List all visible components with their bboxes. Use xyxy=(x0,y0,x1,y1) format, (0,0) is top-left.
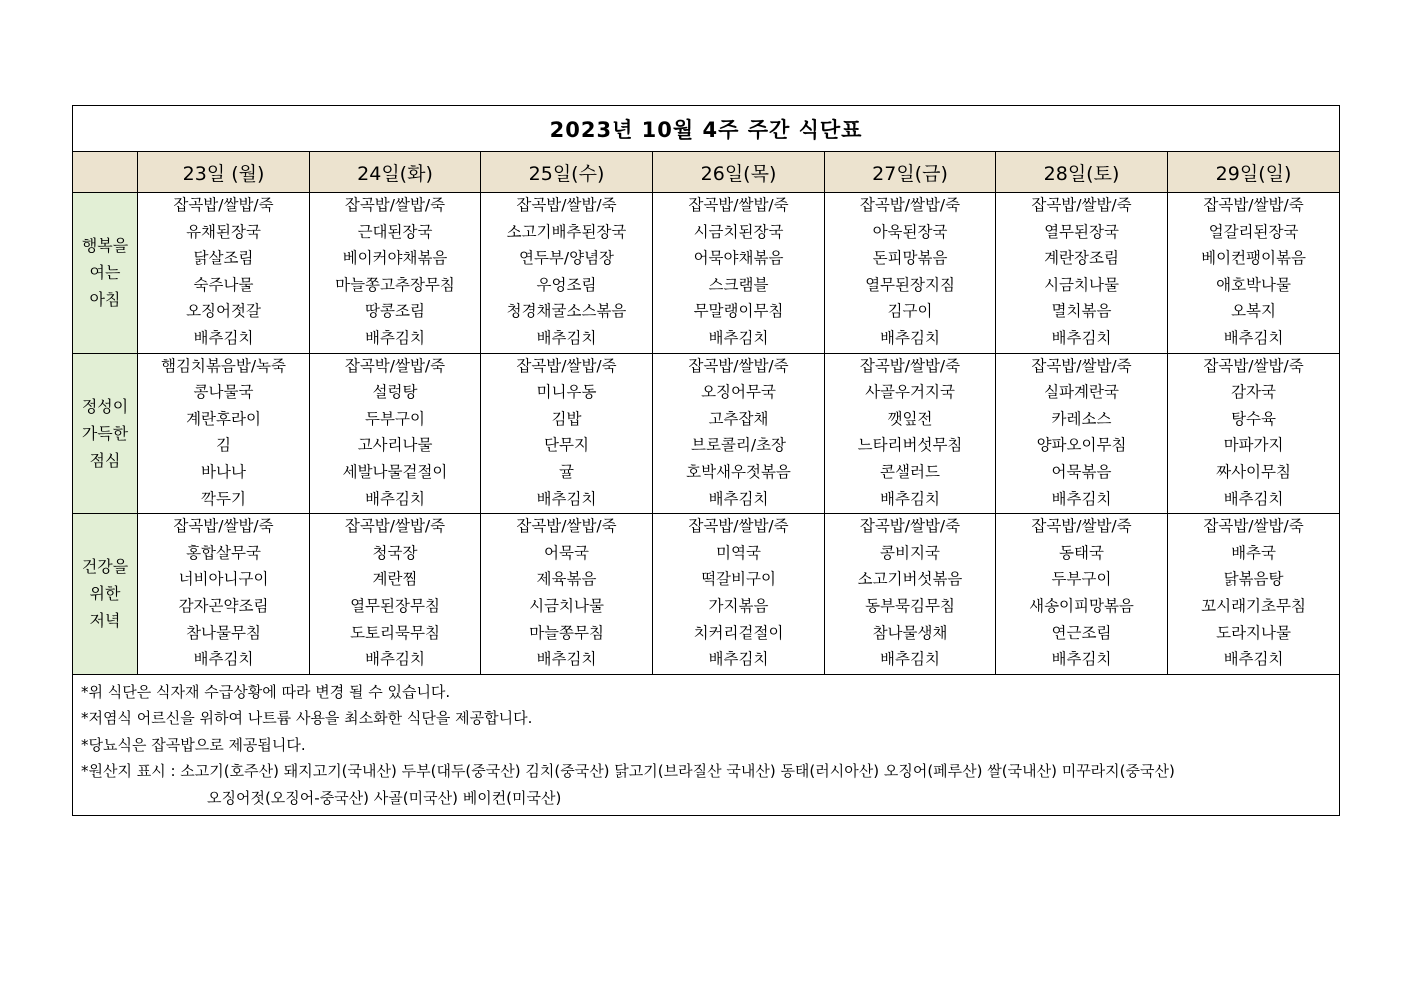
menu-item: 단무지 xyxy=(544,436,589,455)
menu-item: 연두부/양념장 xyxy=(518,249,615,268)
menu-item: 양파오이무침 xyxy=(1036,436,1127,455)
menu-item: 새송이피망볶음 xyxy=(1029,596,1134,615)
day-header: 29일(일) xyxy=(1168,152,1340,193)
menu-item: 깍두기 xyxy=(201,489,246,508)
menu-item: 애호박나물 xyxy=(1216,275,1291,294)
menu-item: 제육볶음 xyxy=(536,570,597,589)
meal-row xyxy=(73,353,1340,514)
menu-item: 느타리버섯무침 xyxy=(857,436,963,455)
menu-item: 두부구이 xyxy=(365,409,425,428)
menu-item: 닭볶음탕 xyxy=(1223,570,1284,589)
note-2: *저염식 어르신을 위하여 나트륨 사용을 최소화한 식단을 제공합니다. xyxy=(81,709,533,728)
menu-item: 세발나물겉절이 xyxy=(342,462,448,481)
menu-item: 열무된장무침 xyxy=(350,596,440,615)
weekly-menu-table xyxy=(72,105,1340,816)
meal-label xyxy=(73,514,138,675)
menu-item: 계란찜 xyxy=(372,570,418,589)
menu-cell xyxy=(138,353,310,514)
menu-item: 어묵국 xyxy=(544,543,589,562)
day-header: 26일(목) xyxy=(653,152,825,193)
menu-item: 잡곡밥/쌀밥/죽 xyxy=(1031,356,1132,375)
menu-item: 배추국 xyxy=(1231,543,1276,562)
meal-label-line: 점심 xyxy=(89,450,121,470)
meal-label xyxy=(73,193,138,354)
meal-row xyxy=(73,514,1340,675)
note-origin-continued: 오징어젓(오징어-중국산) 사골(미국산) 베이컨(미국산) xyxy=(207,788,562,807)
menu-item: 청국장 xyxy=(372,543,418,562)
menu-cell xyxy=(653,353,825,514)
menu-item: 설렁탕 xyxy=(372,383,418,402)
menu-item: 바나나 xyxy=(201,462,246,481)
meal-label-line: 행복을 xyxy=(81,236,129,256)
meal-label-line: 위한 xyxy=(89,584,121,604)
menu-item: 오징어젓갈 xyxy=(186,302,261,321)
menu-item: 고추잡채 xyxy=(708,409,769,428)
menu-item: 배추김치 xyxy=(365,650,425,669)
menu-cell xyxy=(825,193,996,354)
menu-item: 탕수육 xyxy=(1231,409,1276,428)
menu-item: 귤 xyxy=(559,462,574,481)
menu-item: 동부묵김무침 xyxy=(865,596,955,615)
menu-cell xyxy=(653,514,825,675)
menu-item: 배추김치 xyxy=(1223,489,1284,508)
note-3: *당뇨식은 잡곡밥으로 제공됩니다. xyxy=(81,735,306,754)
meal-label-line: 가득한 xyxy=(81,423,129,443)
menu-item: 잡곡밥/쌀밥/죽 xyxy=(1031,196,1132,214)
menu-item: 잡곡밥/쌀밥/죽 xyxy=(173,517,274,536)
menu-item: 너비아니구이 xyxy=(178,570,269,589)
menu-item: 시금치된장국 xyxy=(693,222,784,241)
menu-item: 오복지 xyxy=(1231,302,1276,321)
menu-item: 잡곡밥/쌀밥/죽 xyxy=(688,196,789,214)
menu-item: 꼬시래기초무침 xyxy=(1201,596,1306,615)
menu-item: 배추김치 xyxy=(1223,650,1284,669)
day-header: 23일 (월) xyxy=(138,152,310,193)
menu-item: 잡곡밥/쌀밥/죽 xyxy=(1031,517,1132,536)
meal-label-line: 저녁 xyxy=(89,611,121,631)
menu-item: 잡곡밥/쌀밥/죽 xyxy=(859,517,961,536)
menu-cell xyxy=(1168,353,1340,514)
menu-title: 2023년 10월 4주 주간 식단표 xyxy=(73,106,1340,152)
menu-item: 김구이 xyxy=(887,302,933,321)
menu-item: 잡곡밥/쌀밥/죽 xyxy=(688,356,789,375)
menu-item: 멸치볶음 xyxy=(1051,302,1112,321)
menu-item: 시금치나물 xyxy=(1044,275,1119,294)
menu-item: 짜사이무침 xyxy=(1216,462,1291,481)
corner-cell xyxy=(73,152,138,193)
menu-cell xyxy=(481,514,653,675)
menu-item: 배추김치 xyxy=(536,328,597,347)
menu-item: 열무된장국 xyxy=(1044,222,1119,241)
menu-item: 마늘쫑고추장무침 xyxy=(335,275,455,294)
meal-row xyxy=(73,193,1340,354)
menu-item: 유채된장국 xyxy=(186,222,261,241)
menu-cell xyxy=(310,193,481,354)
menu-item: 잡곡밥/쌀밥/죽 xyxy=(859,356,961,375)
menu-item: 계란장조림 xyxy=(1044,249,1119,268)
day-header: 25일(수) xyxy=(481,152,653,193)
menu-item: 떡갈비구이 xyxy=(701,570,776,589)
menu-item: 연근조림 xyxy=(1051,623,1112,642)
menu-item: 감자국 xyxy=(1231,383,1276,402)
menu-item: 김 xyxy=(216,436,231,455)
menu-cell xyxy=(481,353,653,514)
menu-cell xyxy=(996,193,1168,354)
menu-item: 잡곡밥/쌀밥/죽 xyxy=(344,196,446,214)
menu-cell xyxy=(653,193,825,354)
menu-item: 배추김치 xyxy=(193,328,254,347)
menu-item: 두부구이 xyxy=(1051,570,1112,589)
menu-item: 사골우거지국 xyxy=(865,383,955,402)
menu-item: 잡곡밥/쌀밥/죽 xyxy=(688,517,789,536)
menu-item: 청경채굴소스볶음 xyxy=(506,302,627,321)
notes-section xyxy=(73,674,1340,816)
menu-item: 가지볶음 xyxy=(708,596,769,615)
menu-cell xyxy=(138,193,310,354)
menu-item: 배추김치 xyxy=(193,650,254,669)
menu-item: 마파가지 xyxy=(1223,436,1284,455)
menu-item: 땅콩조림 xyxy=(365,302,425,321)
menu-item: 얼갈리된장국 xyxy=(1208,222,1299,241)
menu-item: 감자곤약조림 xyxy=(178,596,269,615)
menu-item: 어묵볶음 xyxy=(1051,462,1112,481)
menu-item: 잡곡밥/쌀밥/죽 xyxy=(1203,196,1304,214)
menu-item: 홍합살무국 xyxy=(186,543,261,562)
meal-label-line: 여는 xyxy=(89,263,121,283)
day-header: 28일(토) xyxy=(996,152,1168,193)
menu-item: 소고기버섯볶음 xyxy=(857,570,963,589)
menu-item: 배추김치 xyxy=(1051,328,1112,347)
meal-label-line: 건강을 xyxy=(81,557,129,577)
menu-item: 배추김치 xyxy=(880,328,940,347)
menu-item: 근대된장국 xyxy=(357,222,433,241)
day-header: 24일(화) xyxy=(310,152,481,193)
menu-item: 깻잎전 xyxy=(887,409,933,428)
menu-item: 도라지나물 xyxy=(1216,623,1291,642)
menu-item: 잡곡밥/쌀밥/죽 xyxy=(1203,517,1304,536)
menu-item: 김밥 xyxy=(551,409,582,428)
menu-item: 숙주나물 xyxy=(193,275,254,294)
menu-item: 배추김치 xyxy=(708,489,769,508)
menu-item: 계란후라이 xyxy=(186,409,261,428)
menu-item: 배추김치 xyxy=(708,328,769,347)
menu-item: 배추김치 xyxy=(365,489,425,508)
note-1: *위 식단은 식자재 수급상황에 따라 변경 될 수 있습니다. xyxy=(81,682,451,701)
menu-cell xyxy=(996,353,1168,514)
menu-item: 배추김치 xyxy=(1223,328,1284,347)
menu-cell xyxy=(138,514,310,675)
menu-item: 치커리겉절이 xyxy=(693,623,784,642)
menu-item: 잡곡밥/쌀밥/죽 xyxy=(516,356,617,375)
menu-item: 배추김치 xyxy=(880,489,940,508)
menu-item: 소고기배추된장국 xyxy=(506,222,627,241)
menu-item: 시금치나물 xyxy=(529,596,604,615)
menu-cell xyxy=(1168,193,1340,354)
menu-item: 베이컨팽이볶음 xyxy=(1201,249,1306,268)
menu-item: 잡곡박/쌀밥/죽 xyxy=(344,356,446,375)
menu-item: 잡곡밥/쌀밥/죽 xyxy=(173,196,274,214)
menu-cell xyxy=(825,514,996,675)
menu-item: 배추김치 xyxy=(1051,650,1112,669)
menu-item: 열무된장지짐 xyxy=(865,275,955,294)
menu-cell xyxy=(1168,514,1340,675)
menu-item: 콩나물국 xyxy=(193,383,254,402)
menu-item: 콘샐러드 xyxy=(880,462,940,481)
menu-item: 참나물무침 xyxy=(186,623,261,642)
menu-item: 어묵야채볶음 xyxy=(693,249,784,268)
menu-item: 동태국 xyxy=(1059,543,1104,562)
menu-item: 햄김치볶음밥/녹죽 xyxy=(160,356,286,375)
menu-item: 돈피망볶음 xyxy=(872,249,948,268)
menu-item: 배추김치 xyxy=(708,650,769,669)
menu-item: 잡곡밥/쌀밥/죽 xyxy=(344,517,446,536)
menu-item: 실파계란국 xyxy=(1044,383,1119,402)
menu-item: 무말랭이무침 xyxy=(693,302,784,321)
menu-item: 마늘쫑무침 xyxy=(529,623,604,642)
menu-cell xyxy=(310,353,481,514)
menu-item: 잡곡밥/쌀밥/죽 xyxy=(859,196,961,214)
menu-cell xyxy=(825,353,996,514)
menu-item: 카레소스 xyxy=(1051,409,1112,428)
menu-item: 호박새우젓볶음 xyxy=(686,462,791,481)
menu-item: 잡곡밥/쌀밥/죽 xyxy=(516,196,617,214)
menu-item: 배추김치 xyxy=(365,328,425,347)
menu-item: 베이커야채볶음 xyxy=(342,249,448,268)
menu-item: 미니우동 xyxy=(536,383,597,402)
menu-item: 아욱된장국 xyxy=(872,222,948,241)
menu-item: 참나물생채 xyxy=(872,623,948,642)
note-origin: *원산지 표시 : 소고기(호주산) 돼지고기(국내산) 두부(대두(중국산) 김치(중국산) 닭고기(브라질산 국내산) 동태(러시아산) 오징어(페루산) 쌀(국내산) 미꾸라지(중국산) xyxy=(81,762,1175,781)
menu-item: 배추김치 xyxy=(536,489,597,508)
menu-item: 도토리묵무침 xyxy=(350,623,440,642)
menu-item: 고사리나물 xyxy=(357,436,433,455)
menu-item: 미역국 xyxy=(716,543,761,562)
menu-item: 배추김치 xyxy=(1051,489,1112,508)
menu-item: 배추김치 xyxy=(536,650,597,669)
menu-cell xyxy=(996,514,1168,675)
meal-label xyxy=(73,353,138,514)
menu-item: 잡곡밥/쌀밥/죽 xyxy=(516,517,617,536)
menu-item: 닭살조림 xyxy=(193,249,254,268)
day-header: 27일(금) xyxy=(825,152,996,193)
menu-item: 우엉조림 xyxy=(536,275,597,294)
menu-cell xyxy=(310,514,481,675)
menu-item: 오징어무국 xyxy=(701,383,776,402)
menu-cell xyxy=(481,193,653,354)
menu-item: 콩비지국 xyxy=(880,543,940,562)
menu-item: 브로콜리/초장 xyxy=(690,436,787,455)
meal-label-line: 정성이 xyxy=(81,396,129,416)
menu-item: 스크램블 xyxy=(708,275,769,294)
menu-item: 배추김치 xyxy=(880,650,940,669)
meal-label-line: 아침 xyxy=(89,290,121,310)
menu-item: 잡곡밥/쌀밥/죽 xyxy=(1203,356,1304,375)
